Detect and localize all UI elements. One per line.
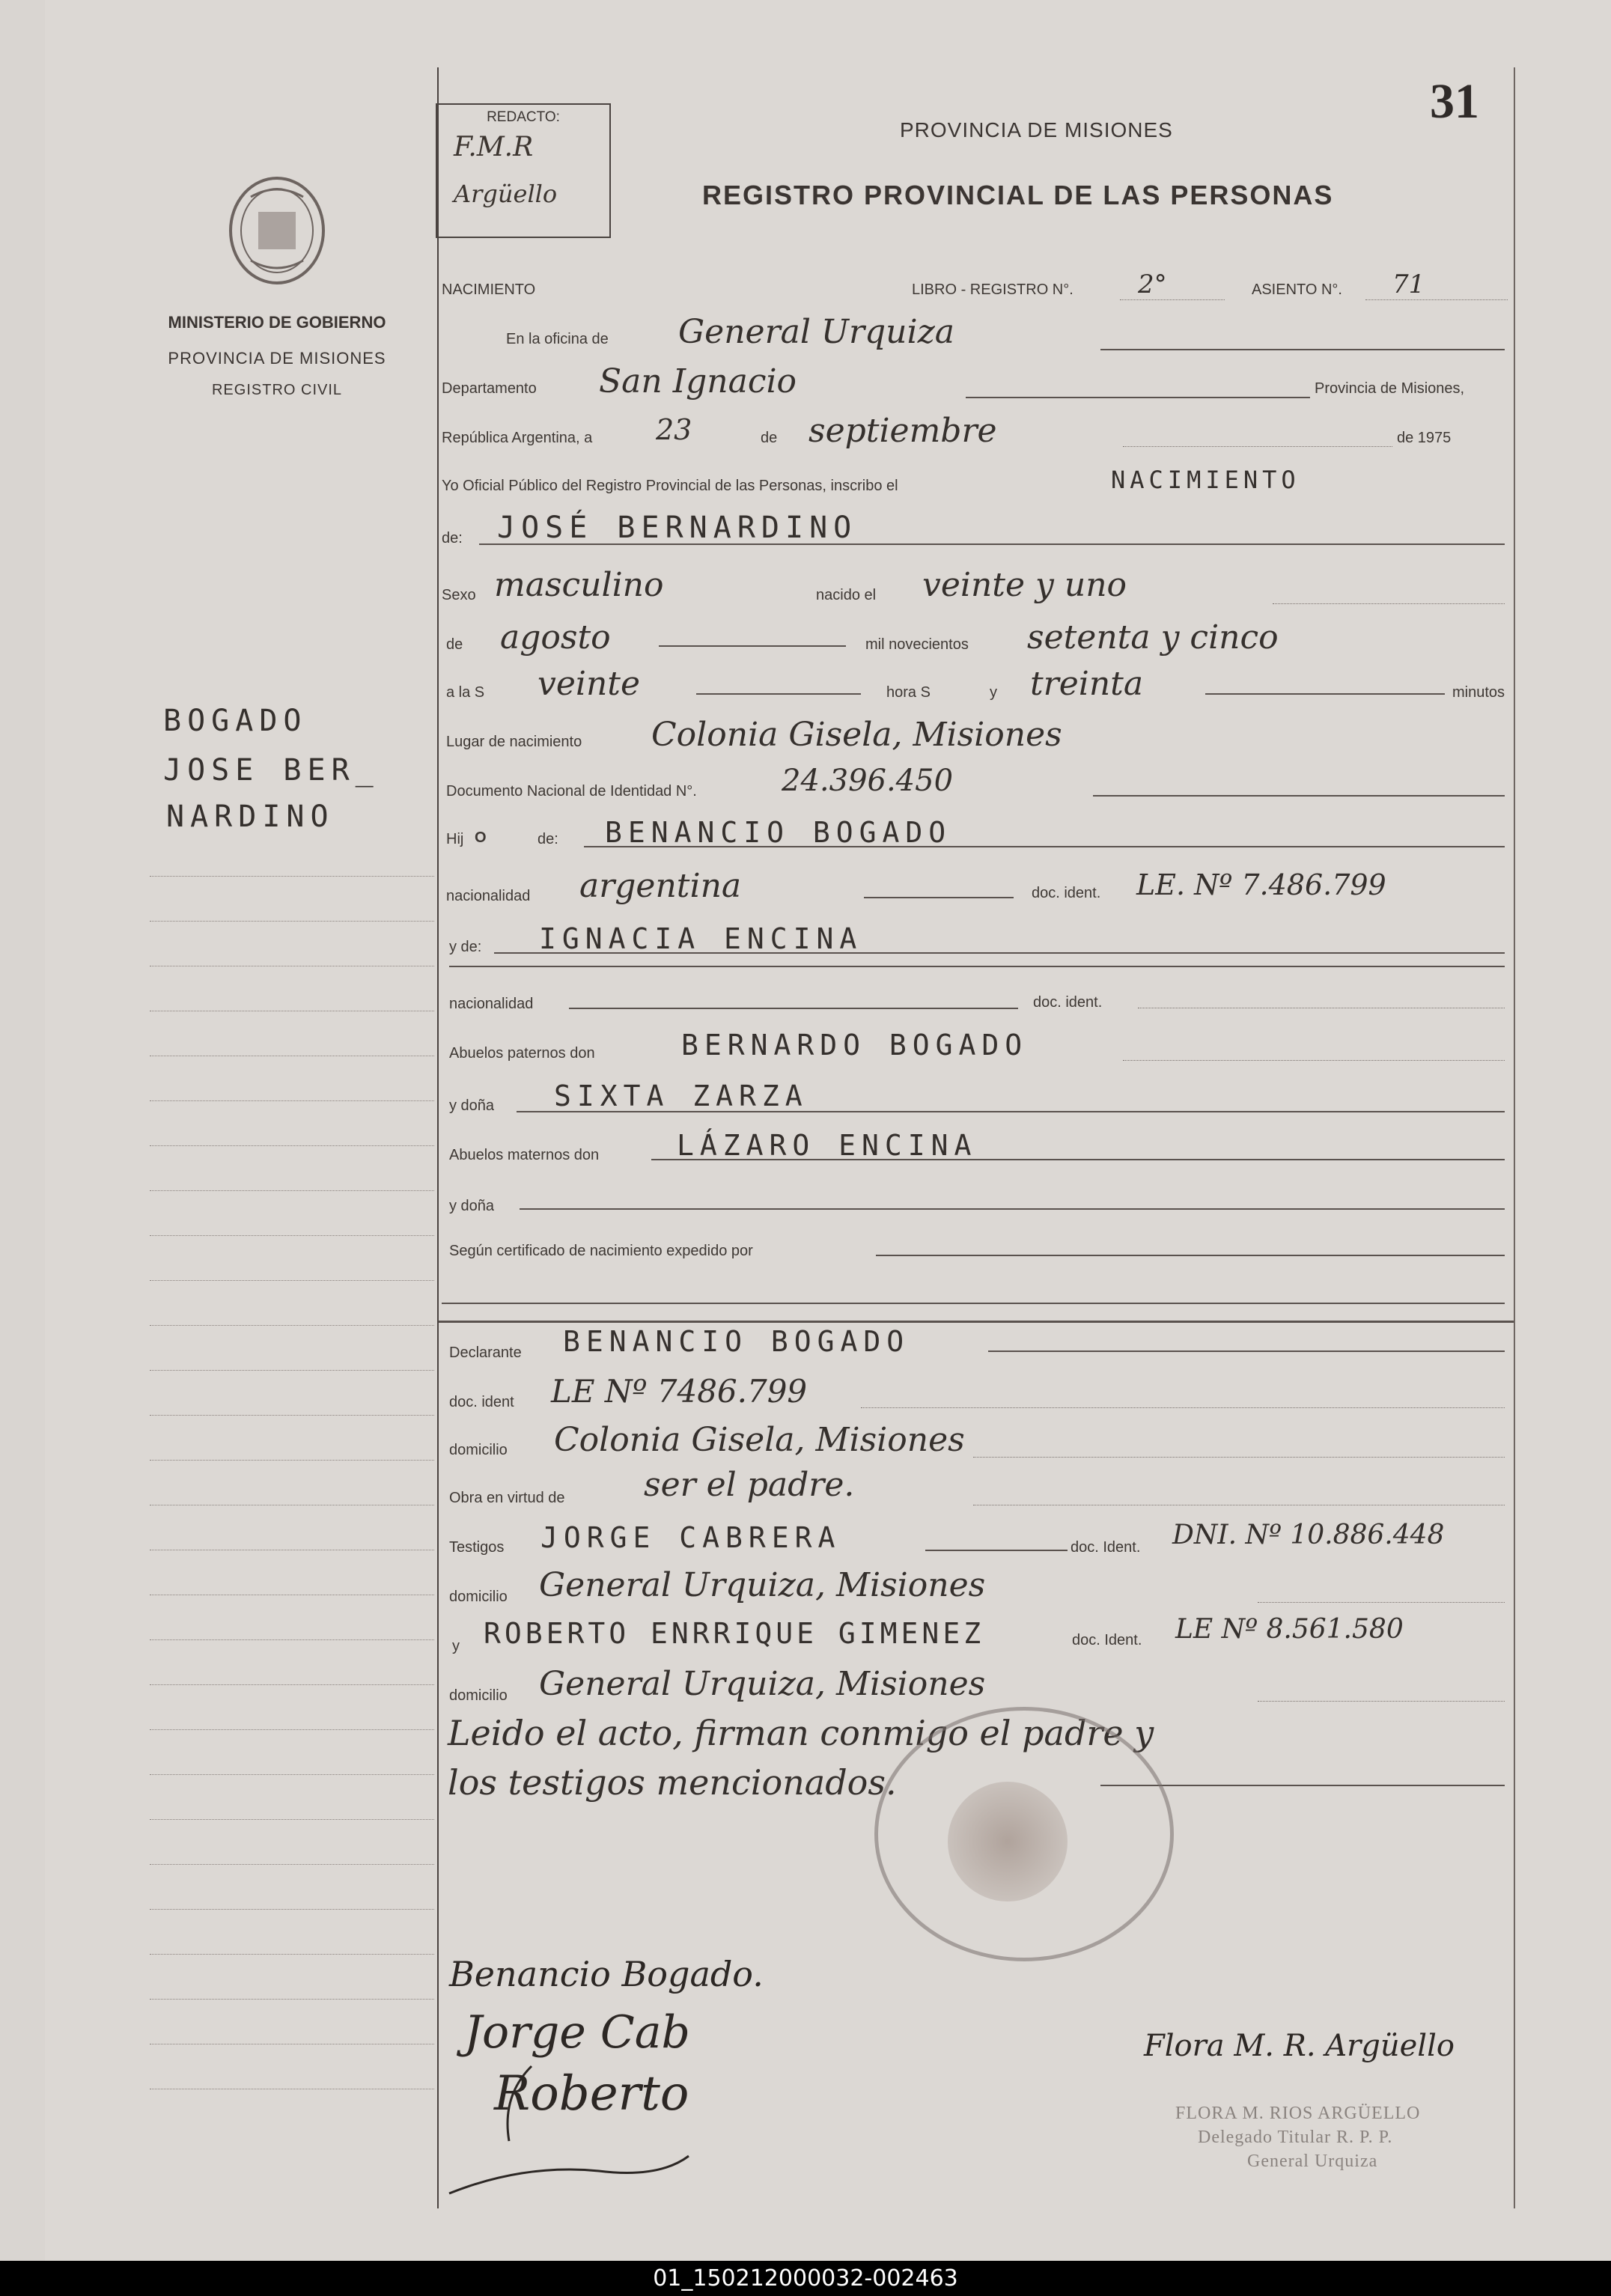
hour-rule xyxy=(696,693,861,695)
ministry-province: PROVINCIA DE MISIONES xyxy=(168,349,386,368)
official-title: Delegado Titular R. P. P. xyxy=(1198,2128,1393,2147)
redacto-signature: Argüello xyxy=(454,180,558,208)
nac1-rule xyxy=(864,897,1014,898)
domicilio3-label: domicilio xyxy=(449,1687,508,1704)
day-value: 23 xyxy=(656,413,692,446)
obra-value: ser el padre. xyxy=(644,1466,855,1504)
image-id-footer: 01_150212000032-002463 xyxy=(0,2261,1611,2296)
margin-rule xyxy=(150,1864,434,1865)
testigo1-name: JORGE CABRERA xyxy=(540,1521,841,1554)
provincial-seal-icon xyxy=(221,171,333,290)
registry-stamp-crest-icon xyxy=(948,1782,1068,1901)
ydona2-label: y doña xyxy=(449,1198,495,1214)
docident3-label: doc. ident xyxy=(449,1394,514,1410)
signature-flourish-icon xyxy=(434,1991,704,2208)
nacionalidad1-label: nacionalidad xyxy=(446,888,531,904)
oficial-value: NACIMIENTO xyxy=(1111,466,1300,494)
mother-rule2 xyxy=(449,966,1505,967)
margin-rule xyxy=(150,1145,434,1146)
dni-value: 24.396.450 xyxy=(782,764,954,798)
minutes-value: treinta xyxy=(1030,665,1144,703)
month-value: septiembre xyxy=(808,412,997,450)
docident1-value: LE. Nº 7.486.799 xyxy=(1136,868,1386,901)
father-signature: Benancio Bogado. xyxy=(449,1954,764,1994)
margin-rule xyxy=(150,1415,434,1416)
nac2-rule xyxy=(569,1008,1018,1009)
margin-rule xyxy=(150,921,434,922)
mother-rule xyxy=(494,952,1505,954)
docident4-label: doc. Ident. xyxy=(1071,1539,1141,1556)
dni-rule xyxy=(1093,795,1505,797)
oficina-rule xyxy=(1100,349,1505,350)
section-divider xyxy=(439,1321,1514,1323)
domicilio3-value: General Urquiza, Misiones xyxy=(539,1665,986,1703)
declarante-name: BENANCIO BOGADO xyxy=(563,1325,910,1358)
nacionalidad1-value: argentina xyxy=(579,867,742,905)
year-label: de 1975 xyxy=(1397,430,1452,446)
asiento-value: 71 xyxy=(1392,270,1425,299)
margin-rule xyxy=(150,1280,434,1281)
mil-label: mil novecientos xyxy=(865,636,969,653)
ab-mat-dona-rule xyxy=(520,1208,1505,1210)
margin-rule xyxy=(150,1999,434,2000)
redacto-initials: F.M.R xyxy=(454,132,534,162)
departamento-value: San Ignacio xyxy=(599,362,797,401)
margin-rule xyxy=(150,1954,434,1955)
sexo-value: masculino xyxy=(494,566,664,604)
segun-label: Según certificado de nacimiento expedido por xyxy=(449,1243,753,1259)
margin-rule xyxy=(150,876,434,877)
birth-year-words: setenta y cinco xyxy=(1027,618,1279,657)
official-signature: Flora M. R. Argüello xyxy=(1144,2029,1455,2063)
margin-rule xyxy=(150,1325,434,1326)
margin-rule xyxy=(150,1729,434,1730)
closing-line1: Leido el acto, firman conmigo el padre y xyxy=(448,1713,1154,1753)
mother-name: IGNACIA ENCINA xyxy=(539,922,863,955)
lugar-label: Lugar de nacimiento xyxy=(446,734,582,750)
hour-value: veinte xyxy=(537,665,641,703)
margin-rule xyxy=(150,1774,434,1775)
domicilio2-value: General Urquiza, Misiones xyxy=(539,1566,986,1604)
margin-rule xyxy=(150,1460,434,1461)
margin-rule xyxy=(150,1684,434,1685)
domicilio3-rule xyxy=(1258,1701,1505,1702)
oficina-value: General Urquiza xyxy=(678,313,954,351)
declarante-label: Declarante xyxy=(449,1345,522,1361)
lugar-value: Colonia Gisela, Misiones xyxy=(651,716,1062,754)
libro-rule xyxy=(1120,299,1225,300)
nacido-value: veinte y uno xyxy=(922,566,1127,604)
abuelos-maternos-label: Abuelos maternos don xyxy=(449,1147,600,1163)
ministry-registry: REGISTRO CIVIL xyxy=(211,382,343,398)
ab-pat-dona-rule xyxy=(517,1111,1505,1112)
sexo-rule xyxy=(1273,603,1505,604)
margin-rule xyxy=(150,1100,434,1101)
abuelos-paternos-label: Abuelos paternos don xyxy=(449,1045,595,1062)
docident4-value: DNI. Nº 10.886.448 xyxy=(1172,1520,1445,1550)
right-border-line xyxy=(1514,67,1515,2208)
official-place: General Urquiza xyxy=(1247,2152,1378,2171)
dni-label: Documento Nacional de Identidad N°. xyxy=(446,783,697,800)
provincia-suffix: Provincia de Misiones, xyxy=(1315,380,1465,397)
asiento-label: ASIENTO N°. xyxy=(1252,281,1342,298)
declarante-rule xyxy=(988,1351,1505,1352)
y2-label: y xyxy=(452,1638,460,1654)
docident5-label: doc. Ident. xyxy=(1072,1632,1142,1648)
abuelo-paterno: BERNARDO BOGADO xyxy=(681,1029,1029,1062)
departamento-label: Departamento xyxy=(442,380,537,397)
segun-rule xyxy=(876,1255,1505,1256)
libro-label: LIBRO - REGISTRO N°. xyxy=(912,281,1074,298)
domicilio1-value: Colonia Gisela, Misiones xyxy=(554,1421,965,1459)
oficial-label: Yo Oficial Público del Registro Provincial de las Personas, inscribo el xyxy=(442,478,898,494)
name-rule xyxy=(479,543,1505,545)
de-label: de xyxy=(761,430,778,446)
margin-rule xyxy=(150,1235,434,1236)
month-rule xyxy=(659,645,846,647)
registry-header: REGISTRO PROVINCIAL DE LAS PERSONAS xyxy=(702,180,1334,210)
testigos-label: Testigos xyxy=(449,1539,505,1556)
nacionalidad2-label: nacionalidad xyxy=(449,996,534,1012)
testigo1-rule xyxy=(925,1550,1068,1551)
segun-rule2 xyxy=(442,1303,1505,1304)
docident1-label: doc. ident. xyxy=(1032,885,1101,901)
domicilio2-rule xyxy=(1258,1602,1505,1603)
redacto-label: REDACTO: xyxy=(487,109,560,125)
obra-label: Obra en virtud de xyxy=(449,1490,565,1506)
ministry-name: MINISTERIO DE GOBIERNO xyxy=(168,313,386,332)
ydona1-label: y doña xyxy=(449,1097,495,1114)
yde-label: y de: xyxy=(449,939,482,955)
ab-mat-rule xyxy=(651,1159,1505,1160)
hijo-de-label: de: xyxy=(537,831,558,847)
minutos-label: minutos xyxy=(1452,684,1505,701)
official-name: FLORA M. RIOS ARGÜELLO xyxy=(1175,2104,1421,2123)
testigo2-name: ROBERTO ENRRIQUE GIMENEZ xyxy=(484,1617,985,1650)
asiento-rule xyxy=(1365,299,1508,300)
de-month-label: de xyxy=(446,636,463,653)
libro-value: 2° xyxy=(1138,270,1167,299)
side-note-line3: NARDINO xyxy=(166,800,335,834)
child-name: JOSÉ BERNARDINO xyxy=(497,511,858,545)
side-note-line2: JOSE BER_ xyxy=(163,753,380,788)
redacto-box xyxy=(436,103,611,238)
hijo-label: Hij xyxy=(446,831,464,847)
docident2-label: doc. ident. xyxy=(1033,994,1103,1011)
domicilio1-rule xyxy=(973,1457,1505,1458)
date-rule xyxy=(1123,446,1392,447)
father-rule xyxy=(584,846,1505,847)
margin-rule xyxy=(150,1819,434,1820)
docident3-rule xyxy=(861,1407,1505,1408)
abuela-paterna: SIXTA ZARZA xyxy=(554,1080,808,1112)
docident5-value: LE Nº 8.561.580 xyxy=(1175,1614,1404,1645)
de-nombre-label: de: xyxy=(442,530,463,546)
alas-label: a la S xyxy=(446,684,485,701)
witness1-signature: Jorge Cab xyxy=(464,2006,690,2059)
nacido-label: nacido el xyxy=(816,587,877,603)
margin-rule xyxy=(150,1370,434,1371)
province-header: PROVINCIA DE MISIONES xyxy=(900,118,1173,141)
docident3-value: LE Nº 7486.799 xyxy=(551,1373,808,1410)
sexo-label: Sexo xyxy=(442,587,476,603)
abuelo-materno: LÁZARO ENCINA xyxy=(677,1129,978,1162)
republica-label: República Argentina, a xyxy=(442,430,593,446)
domicilio1-label: domicilio xyxy=(449,1442,508,1458)
domicilio2-label: domicilio xyxy=(449,1589,508,1605)
margin-rule xyxy=(150,1190,434,1191)
minutes-rule xyxy=(1205,693,1445,695)
father-name: BENANCIO BOGADO xyxy=(605,816,952,849)
margin-rule xyxy=(150,1639,434,1640)
birth-month-value: agosto xyxy=(500,618,611,657)
ab-pat-rule xyxy=(1123,1060,1505,1061)
folio-number: 31 xyxy=(1430,74,1479,129)
side-note-line1: BOGADO xyxy=(163,704,308,738)
oficina-label: En la oficina de xyxy=(506,331,609,347)
hijo-suffix: O xyxy=(475,829,487,846)
departamento-rule xyxy=(966,397,1310,398)
y-label: y xyxy=(990,684,997,701)
margin-line xyxy=(437,67,439,2208)
margin-rule xyxy=(150,1909,434,1910)
record-type-label: NACIMIENTO xyxy=(442,281,536,298)
witness2-signature: Roberto xyxy=(494,2066,689,2122)
closing-line2: los testigos mencionados. xyxy=(448,1762,897,1803)
horas-label: hora S xyxy=(886,684,931,701)
